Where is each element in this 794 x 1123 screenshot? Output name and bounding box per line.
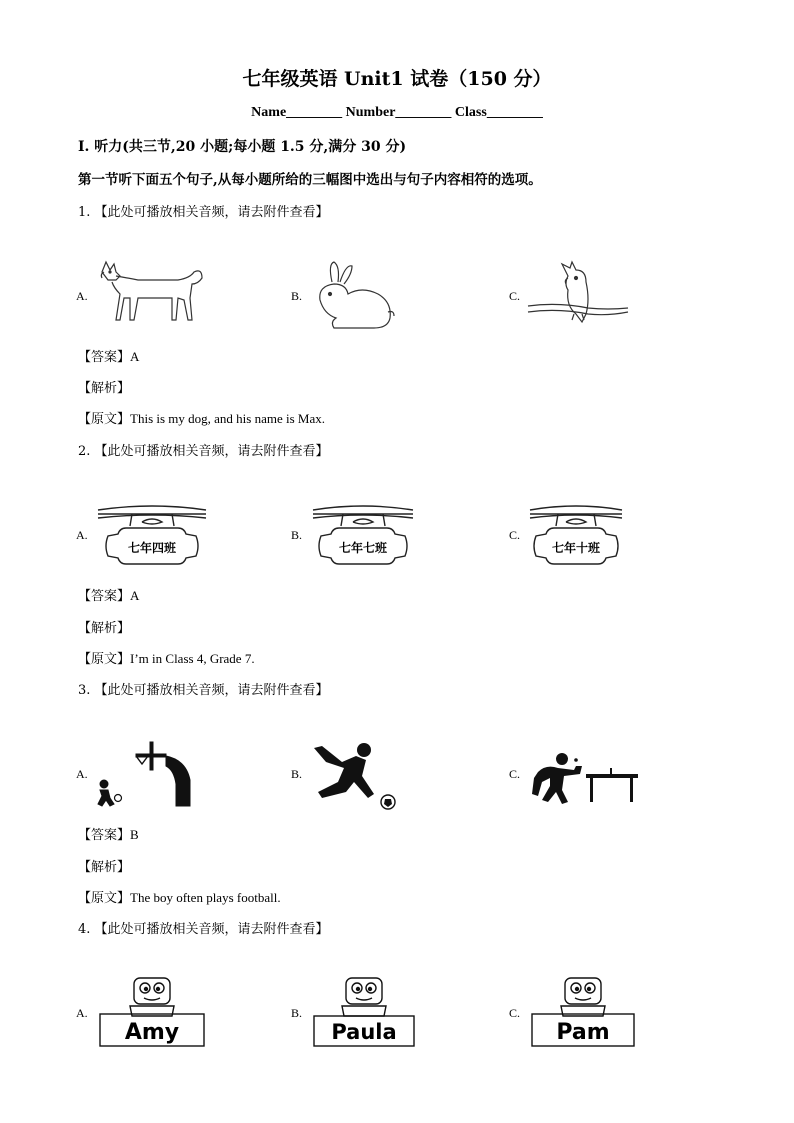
audio-prompt: 【此处可播放相关音频，请去附件查看】 [94, 444, 329, 459]
analysis-label: 【解析】 [78, 381, 131, 396]
source-label: 【原文】 [78, 652, 131, 667]
option-label: B. [291, 289, 303, 303]
option-label: A. [76, 1006, 88, 1020]
audio-prompt: 【此处可播放相关音频，请去附件查看】 [94, 683, 329, 698]
answer-line [78, 824, 139, 843]
answer-label: 【答案】 [78, 350, 131, 365]
audio-prompt: 【此处可播放相关音频，请去附件查看】 [94, 205, 329, 220]
answer-value: A [130, 588, 140, 603]
board-text: Paula [331, 1020, 397, 1044]
sign-text: 七年十班 [551, 541, 601, 555]
source-label: 【原文】 [78, 412, 131, 427]
option-label: C. [509, 289, 521, 303]
option-label: B. [291, 528, 303, 542]
question-number: 3. [78, 683, 91, 698]
question-number: 2. [78, 444, 91, 459]
page-title: 七年级英语 Unit1 试卷（150 分） [242, 68, 552, 90]
dog-icon [98, 258, 208, 332]
source-text: This is my dog, and his name is Max. [130, 411, 326, 426]
source-text: The boy often plays football. [130, 890, 281, 905]
option-label: C. [509, 767, 521, 781]
source-label: 【原文】 [78, 891, 131, 906]
option-label: B. [291, 1006, 303, 1020]
answer-value: A [130, 349, 140, 364]
source-text: I’m in Class 4, Grade 7. [130, 651, 255, 666]
name-board-icon [312, 976, 416, 1052]
instruction: 第一节听下面五个句子,从每小题所给的三幅图中选出与句子内容相符的选项。 [78, 172, 542, 188]
answer-value: B [130, 827, 139, 842]
question-4-prompt [78, 918, 329, 937]
question-3-prompt [78, 679, 329, 698]
board-text: Amy [124, 1020, 180, 1045]
name-board-icon [530, 976, 636, 1052]
option-label: A. [76, 289, 88, 303]
answer-label: 【答案】 [78, 828, 131, 843]
board-text: Pam [556, 1020, 610, 1045]
sign-text: 七年七班 [338, 541, 388, 555]
name-board-icon [98, 976, 206, 1052]
question-2-prompt [78, 440, 329, 459]
parrot-icon [528, 262, 632, 334]
sign-text: 七年四班 [127, 541, 177, 555]
class-sign-icon [96, 504, 208, 576]
answer-line [78, 585, 139, 604]
analysis-label: 【解析】 [78, 860, 131, 875]
question-1-prompt [78, 201, 329, 220]
answer-label: 【答案】 [78, 589, 131, 604]
rabbit-icon [314, 260, 396, 336]
source-line [78, 648, 255, 667]
answer-line [78, 346, 139, 365]
table-tennis-icon [528, 752, 638, 810]
class-sign-icon [528, 504, 624, 576]
football-icon [312, 742, 400, 816]
basketball-icon [90, 740, 198, 812]
option-label: C. [509, 1006, 521, 1020]
analysis-label: 【解析】 [78, 621, 131, 636]
option-label: A. [76, 767, 88, 781]
question-number: 4. [78, 922, 91, 937]
option-label: A. [76, 528, 88, 542]
audio-prompt: 【此处可播放相关音频，请去附件查看】 [94, 922, 329, 937]
option-label: B. [291, 767, 303, 781]
student-info-line: Name________ Number________ Class________ [251, 105, 543, 120]
source-line [78, 408, 325, 427]
option-label: C. [509, 528, 521, 542]
question-number: 1. [78, 205, 91, 220]
source-line [78, 887, 281, 906]
section-heading: I. 听力(共三节,20 小题;每小题 1.5 分,满分 30 分) [78, 139, 407, 155]
class-sign-icon [311, 504, 415, 576]
